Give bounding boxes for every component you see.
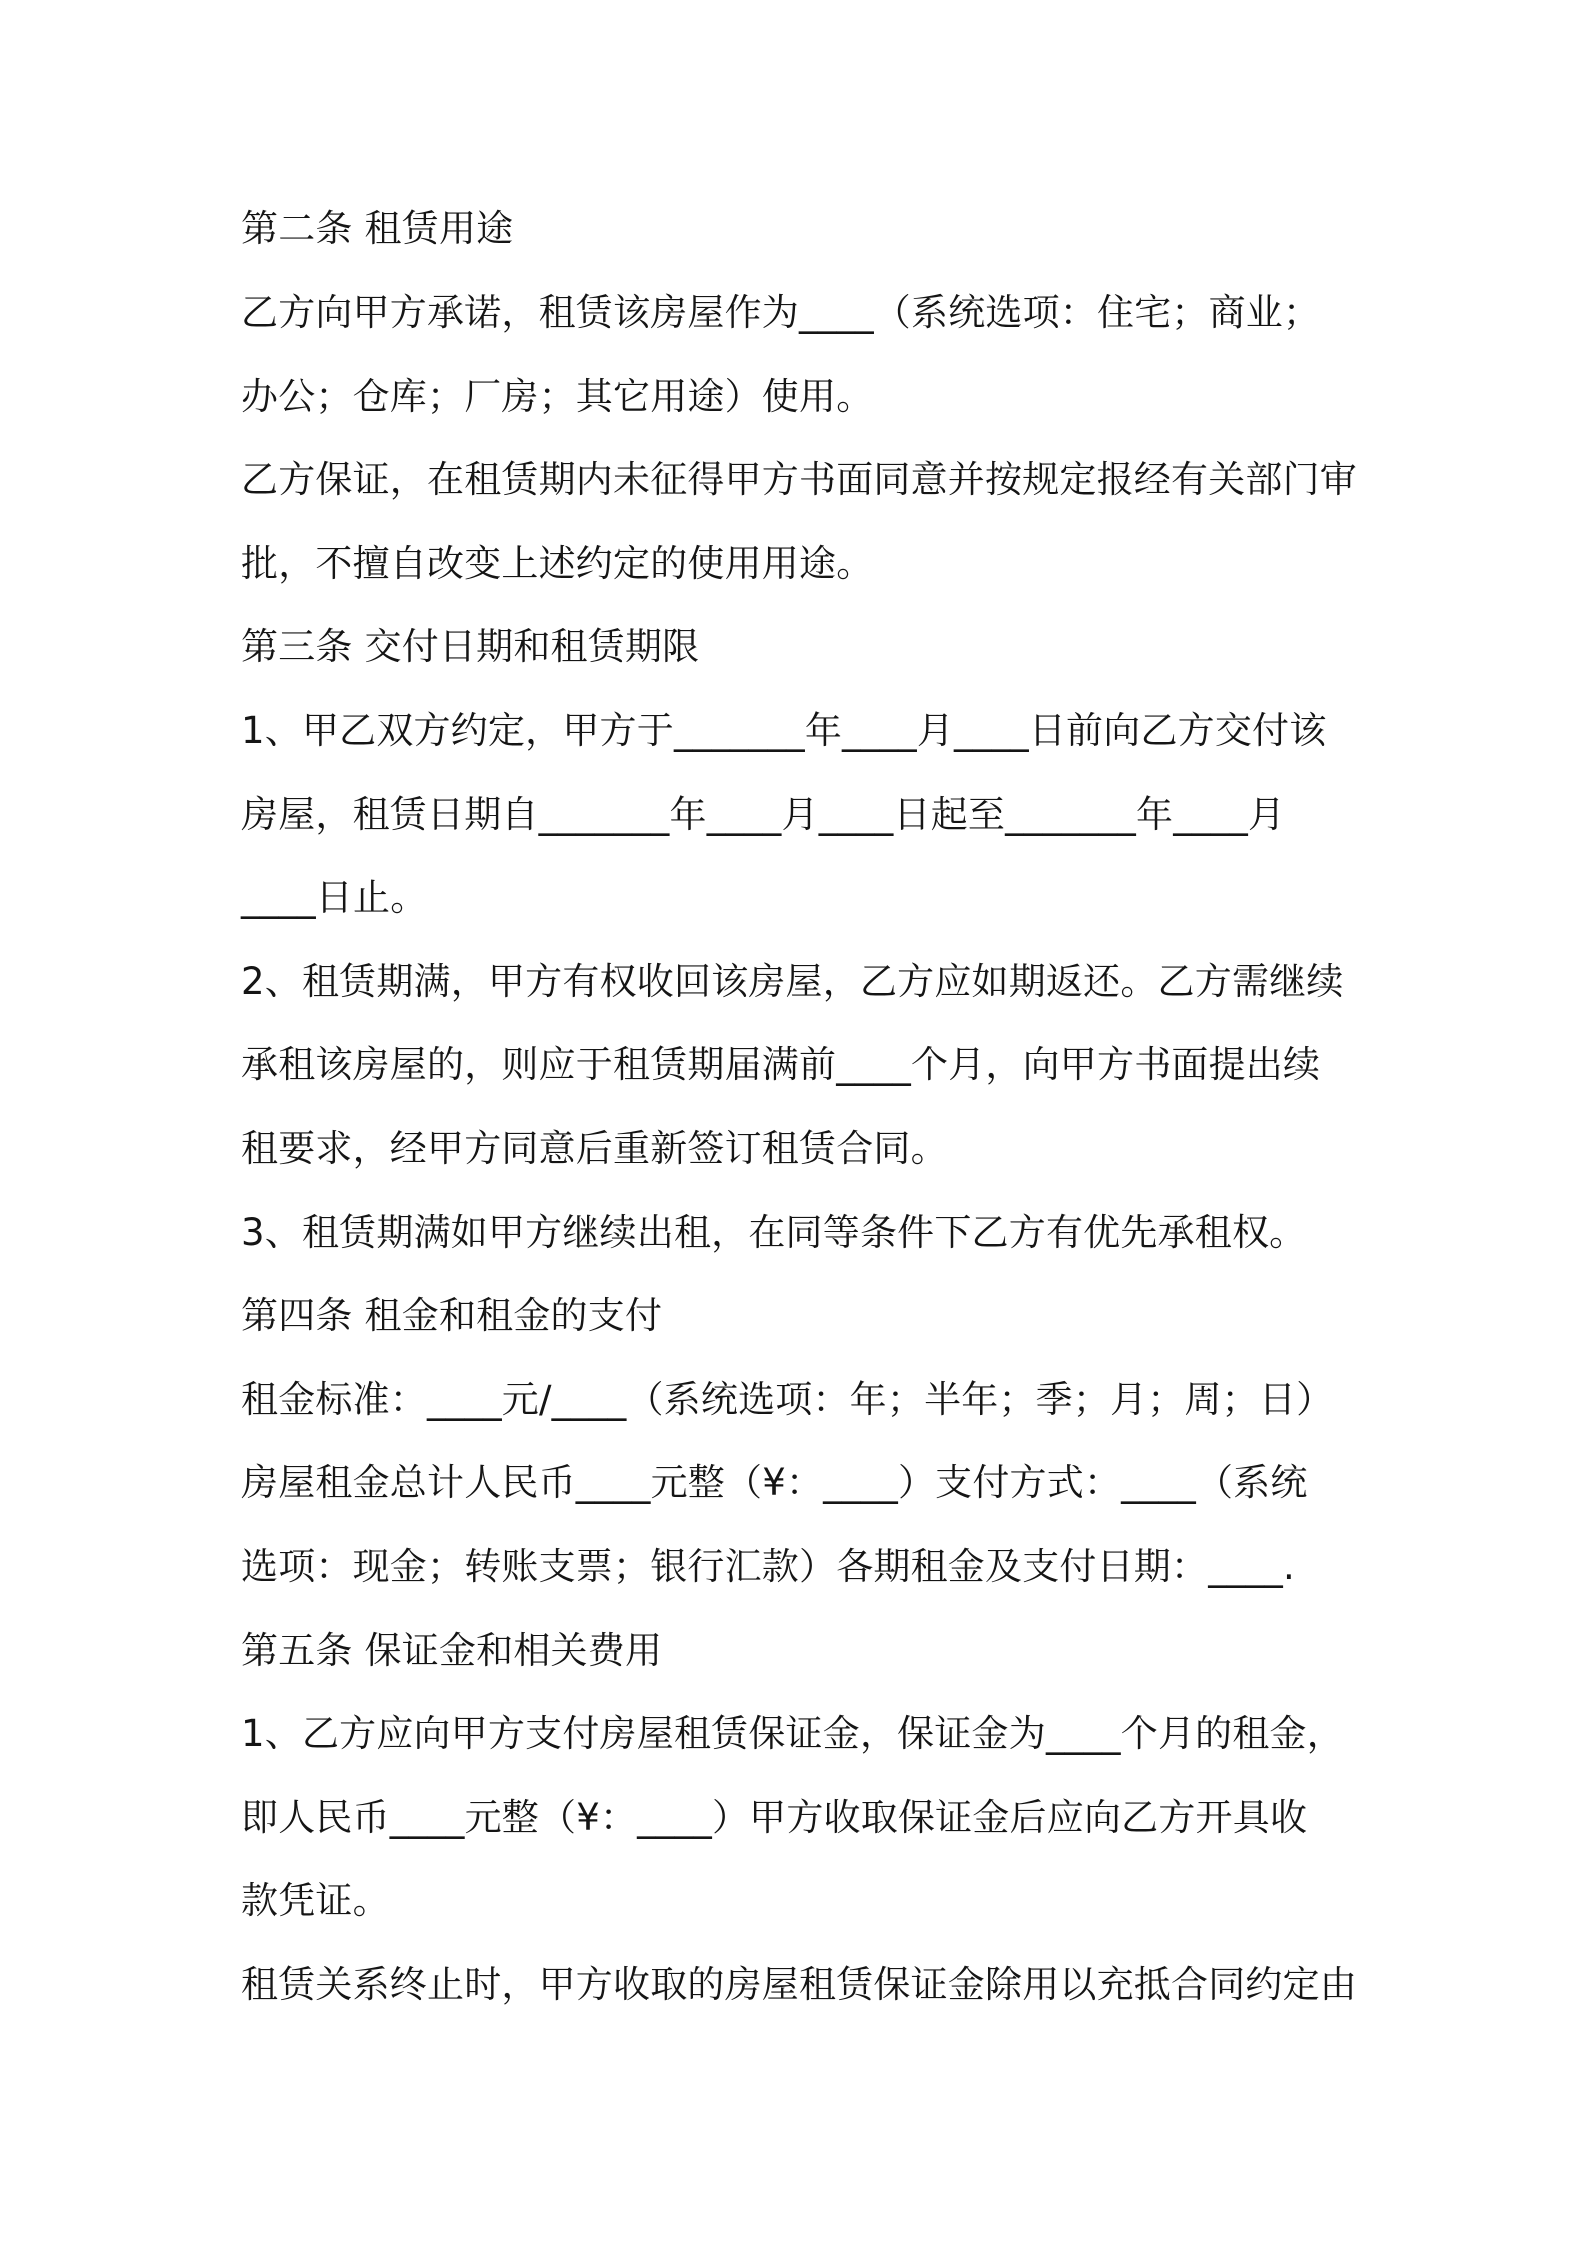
paragraph-line: 2、租赁期满，甲方有权收回该房屋，乙方应如期返还。乙方需继续 [241,960,1344,1003]
paragraph-line: 办公；仓库；厂房；其它用途）使用。 [241,375,874,418]
paragraph-line: 租要求，经甲方同意后重新签订租赁合同。 [241,1127,948,1170]
paragraph-line: 承租该房屋的，则应于租赁期届满前____个月，向甲方书面提出续 [241,1043,1321,1086]
paragraph-line: 款凭证。 [241,1879,390,1922]
paragraph-line: 乙方保证，在租赁期内未征得甲方书面同意并按规定报经有关部门审 [241,458,1357,501]
paragraph-line: 租赁关系终止时，甲方收取的房屋租赁保证金除用以充抵合同约定由 [241,1963,1357,2006]
article-3-heading: 第三条 交付日期和租赁期限 [241,625,700,668]
article-4-heading: 第四条 租金和租金的支付 [241,1294,663,1337]
paragraph-line: 1、甲乙双方约定，甲方于_______年____月____日前向乙方交付该 [241,709,1327,752]
paragraph-line: 选项：现金；转账支票；银行汇款）各期租金及支付日期：____. [241,1545,1295,1588]
paragraph-line: 1、乙方应向甲方支付房屋租赁保证金，保证金为____个月的租金， [241,1712,1344,1755]
paragraph-line: 乙方向甲方承诺，租赁该房屋作为____（系统选项：住宅；商业； [241,291,1321,334]
paragraph-line: 房屋，租赁日期自_______年____月____日起至_______年____月 [241,793,1286,836]
article-2-heading: 第二条 租赁用途 [241,207,514,250]
paragraph-line: 租金标准：____元/____（系统选项：年；半年；季；月；周；日） [241,1378,1334,1421]
paragraph-line: 即人民币____元整（¥：____）甲方收取保证金后应向乙方开具收 [241,1796,1308,1839]
paragraph-line: 批，不擅自改变上述约定的使用用途。 [241,542,874,585]
paragraph-line: 房屋租金总计人民币____元整（¥：____）支付方式：____（系统 [241,1461,1308,1504]
paragraph-line: ____日止。 [241,876,428,919]
article-5-heading: 第五条 保证金和相关费用 [241,1629,663,1672]
paragraph-line: 3、租赁期满如甲方继续出租，在同等条件下乙方有优先承租权。 [241,1211,1307,1254]
